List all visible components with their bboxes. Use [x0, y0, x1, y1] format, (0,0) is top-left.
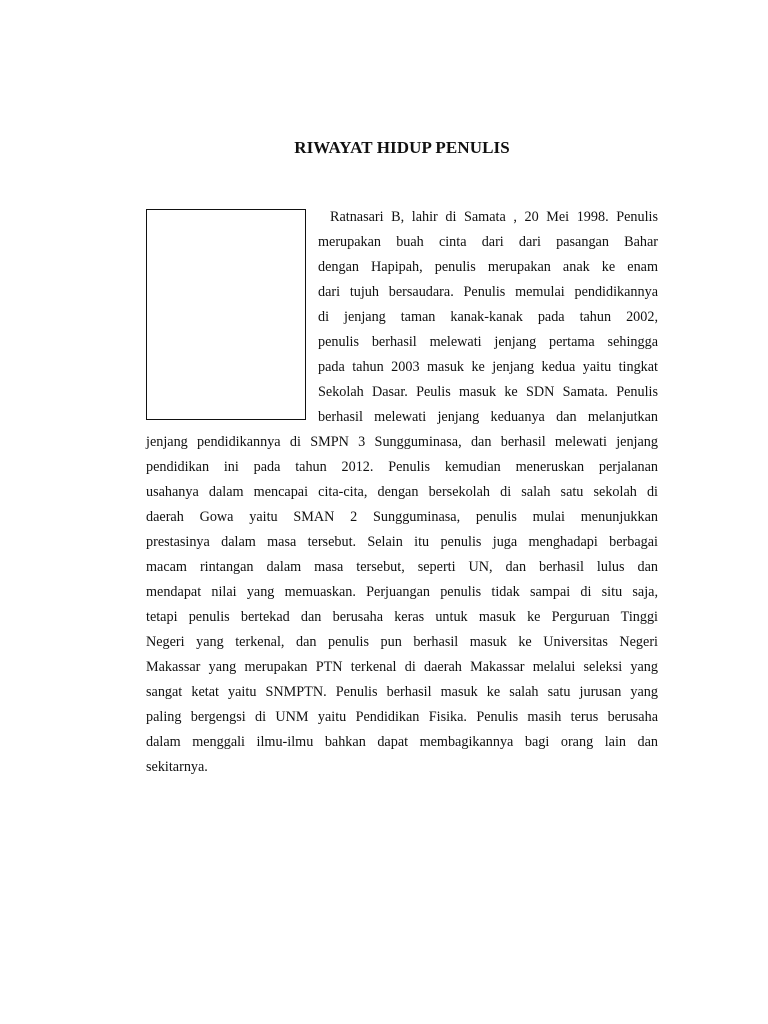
- biography-line: paling bergengsi di UNM yaitu Pendidikan Fisika. Penulis masih terus berusaha: [146, 709, 658, 725]
- biography-line: mendapat nilai yang memuaskan. Perjuangan penulis tidak sampai di situ saja,: [146, 584, 658, 600]
- biography-line: jenjang pendidikannya di SMPN 3 Sungguminasa, dan berhasil melewati jenjang: [146, 434, 658, 450]
- biography-line: sangat ketat yaitu SNMPTN. Penulis berhasil masuk ke salah satu jurusan yang: [146, 684, 658, 700]
- biography-line: dengan Hapipah, penulis merupakan anak ke enam: [318, 259, 658, 275]
- biography-line: dari tujuh bersaudara. Penulis memulai pendidikannya: [318, 284, 658, 300]
- biography-line: daerah Gowa yaitu SMAN 2 Sungguminasa, penulis mulai menunjukkan: [146, 509, 658, 525]
- page-title: RIWAYAT HIDUP PENULIS: [294, 138, 510, 157]
- biography-line: berhasil melewati jenjang keduanya dan melanjutkan: [318, 409, 658, 425]
- biography-line: prestasinya dalam masa tersebut. Selain itu penulis juga menghadapi berbagai: [146, 534, 658, 550]
- author-photo-placeholder: [146, 209, 306, 420]
- biography-line: usahanya dalam mencapai cita-cita, dengan bersekolah di salah satu sekolah di: [146, 484, 658, 500]
- biography-line: dalam menggali ilmu-ilmu bahkan dapat membagikannya bagi orang lain dan: [146, 734, 658, 750]
- biography-line: tetapi penulis bertekad dan berusaha keras untuk masuk ke Perguruan Tinggi: [146, 609, 658, 625]
- biography-line-last: sekitarnya.: [146, 759, 208, 775]
- biography-line: penulis berhasil melewati jenjang pertama sehingga: [318, 334, 658, 350]
- biography-line: pendidikan ini pada tahun 2012. Penulis kemudian meneruskan perjalanan: [146, 459, 658, 475]
- biography-line: Ratnasari B, lahir di Samata , 20 Mei 1998. Penulis: [330, 209, 658, 225]
- biography-line: Makassar yang merupakan PTN terkenal di daerah Makassar melalui seleksi yang: [146, 659, 658, 675]
- biography-line: pada tahun 2003 masuk ke jenjang kedua yaitu tingkat: [318, 359, 658, 375]
- biography-line: Negeri yang terkenal, dan penulis pun berhasil masuk ke Universitas Negeri: [146, 634, 658, 650]
- biography-line: merupakan buah cinta dari dari pasangan Bahar: [318, 234, 658, 250]
- biography-line: macam rintangan dalam masa tersebut, seperti UN, dan berhasil lulus dan: [146, 559, 658, 575]
- biography-line: di jenjang taman kanak-kanak pada tahun 2002,: [318, 309, 658, 325]
- biography-line: Sekolah Dasar. Peulis masuk ke SDN Samata. Penulis: [318, 384, 658, 400]
